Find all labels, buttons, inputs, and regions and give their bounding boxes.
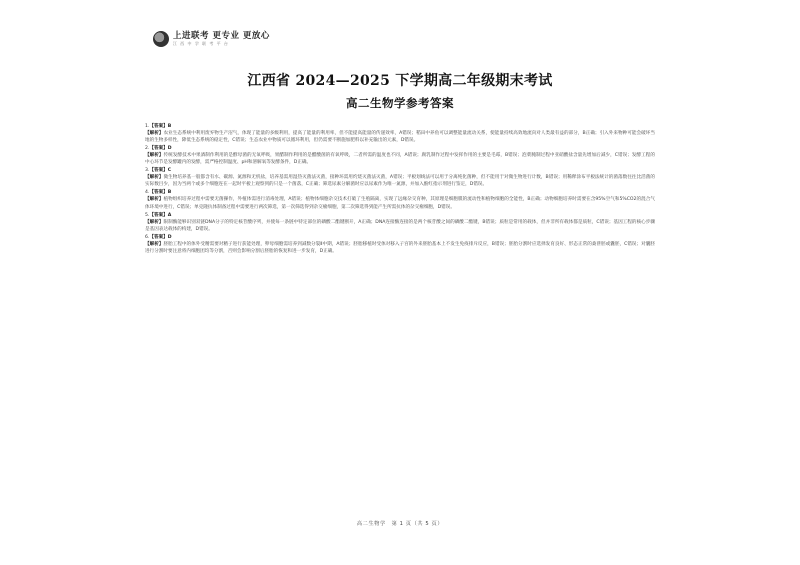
question-number: 4. — [145, 190, 150, 196]
answer-label: 【答案】A — [149, 212, 172, 218]
answer-item — [145, 212, 655, 233]
answer-header — [145, 234, 655, 241]
answer-label: 【答案】D — [149, 234, 172, 240]
analysis-paragraph — [145, 152, 655, 166]
answer-label: 【答案】B — [149, 124, 172, 129]
question-number: 3. — [145, 168, 150, 174]
question-number: 6. — [145, 234, 150, 240]
answer-item — [145, 145, 655, 166]
brand-text — [173, 32, 270, 47]
answer-item — [145, 167, 655, 188]
brand-slogan: 上进联考 更专业 更放心 — [173, 30, 270, 41]
answer-sheet-page — [105, 0, 695, 565]
answer-header — [145, 167, 655, 174]
brand-logo-icon — [153, 31, 169, 47]
answer-header — [145, 189, 655, 196]
analysis-label: 【解析】 — [145, 241, 164, 247]
analysis-paragraph — [145, 196, 655, 210]
answer-label: 【答案】D — [149, 146, 172, 152]
brand-header — [153, 28, 655, 50]
answer-key-title: 高二生物学参考答案 — [346, 96, 454, 110]
analysis-paragraph — [145, 219, 655, 233]
answer-label: 【答案】C — [149, 168, 172, 174]
analysis-text: 传统发酵技术中果酒制作利用的是酵母菌的无氧呼吸，果醋制作利用的是醋酸菌的有氧呼吸，二者所需的温度也不同，A错误；腐乳制作过程中发挥作用的主要是毛霉，B错误；泡菜腌制过程中亚硝酸盐含量先增加后减少，C错误；发酵工程的中心环节是发酵罐内的发酵，需严格控制温度、pH和溶解氧等发酵条件，D正确。 — [145, 153, 655, 166]
answer-header — [145, 212, 655, 219]
answers-list — [145, 123, 655, 255]
question-number: 5. — [145, 212, 150, 218]
answer-header — [145, 145, 655, 152]
analysis-label: 【解析】 — [145, 131, 164, 137]
analysis-text: 微生物培养基一般都含有水、碳源、氮源和无机盐，培养基需用湿热灭菌法灭菌，接种环需用灼烧灭菌法灭菌，A错误；平板划线法可以用于分离纯化菌种，但不能用于对微生物进行计数，B错误；用稀释涂布平板法统计的菌落数往往比活菌的实际数目少，因为当两个或多个细胞连在一起时平板上观察到的只是一个菌落，C正确；筛选尿素分解菌时应以尿素作为唯一氮源，并加入酚红指示剂进行鉴定，D错误。 — [145, 175, 655, 188]
analysis-text: 农业生态系统中利用废弃物生产沼气，体现了能量的多级利用，提高了能量的利用率，但不能提高能量的传递效率，A错误；稻田中养鱼可以调整能量流动关系，使能量持续高效地流向对人类最有益的部分，B正确；引入外来物种可能会破坏当地的生物多样性，降低生态系统的稳定性，C错误；生态农业中物质可以循环利用，但仍需要不断施加肥料以补充输出的元素，D错误。 — [145, 131, 655, 144]
answer-item — [145, 234, 655, 255]
analysis-label: 【解析】 — [145, 153, 164, 159]
analysis-paragraph — [145, 174, 655, 188]
question-number: 2. — [145, 146, 150, 152]
answer-item — [145, 123, 655, 144]
analysis-text: 限制酶能够识别双链DNA分子的特定核苷酸序列，并使每一条链中特定部位的磷酸二酯键断开，A正确；DNA连接酶连接的是两个核苷酸之间的磷酸二酯键，B错误；质粒是常用的载体，但并非所有载体都是质粒，C错误；基因工程的核心步骤是基因表达载体的构建，D错误。 — [145, 219, 655, 232]
analysis-paragraph — [145, 241, 655, 255]
answer-label: 【答案】B — [149, 190, 172, 196]
analysis-paragraph — [145, 130, 655, 144]
brand-subtitle: 江 西 中 学 联 考 平 台 — [173, 41, 229, 47]
answer-item — [145, 189, 655, 210]
page-footer: 高二生物学 第 1 页（共 5 页） — [356, 521, 444, 527]
analysis-label: 【解析】 — [145, 175, 164, 181]
exam-title: 江西省 2024—2025 下学期高二年级期末考试 — [247, 73, 553, 89]
analysis-text: 植物组织培养过程中需要无菌操作，外植体需进行消毒处理，A错误；植物体细胞杂交技术打破了生殖隔离，实现了远缘杂交育种，其原理是细胞膜的流动性和植物细胞的全能性，B正确；动物细胞培养时需要在含95%空气和5%CO2的混合气体环境中进行，C错误；单克隆抗体制备过程中需要进行两次筛选，第一次筛选得到杂交瘤细胞，第二次筛选得到能产生所需抗体的杂交瘤细胞，D错误。 — [145, 197, 655, 210]
question-number: 1. — [145, 124, 150, 129]
analysis-label: 【解析】 — [145, 197, 164, 203]
analysis-text: 胚胎工程中的体外受精需要对精子进行获能处理，卵母细胞需培养到减数分裂Ⅱ中期，A错误；胚胎移植时受体对移入子宫的外来胚胎基本上不发生免疫排斥反应，B错误；胚胎分割时应选择发育良好、形态正常的桑葚胚或囊胚，C错误；对囊胚进行分割时要注意将内细胞团均等分割，否则会影响分割后胚胎的恢复和进一步发育，D正确。 — [145, 241, 655, 254]
answer-header — [145, 123, 655, 130]
analysis-label: 【解析】 — [145, 219, 164, 225]
